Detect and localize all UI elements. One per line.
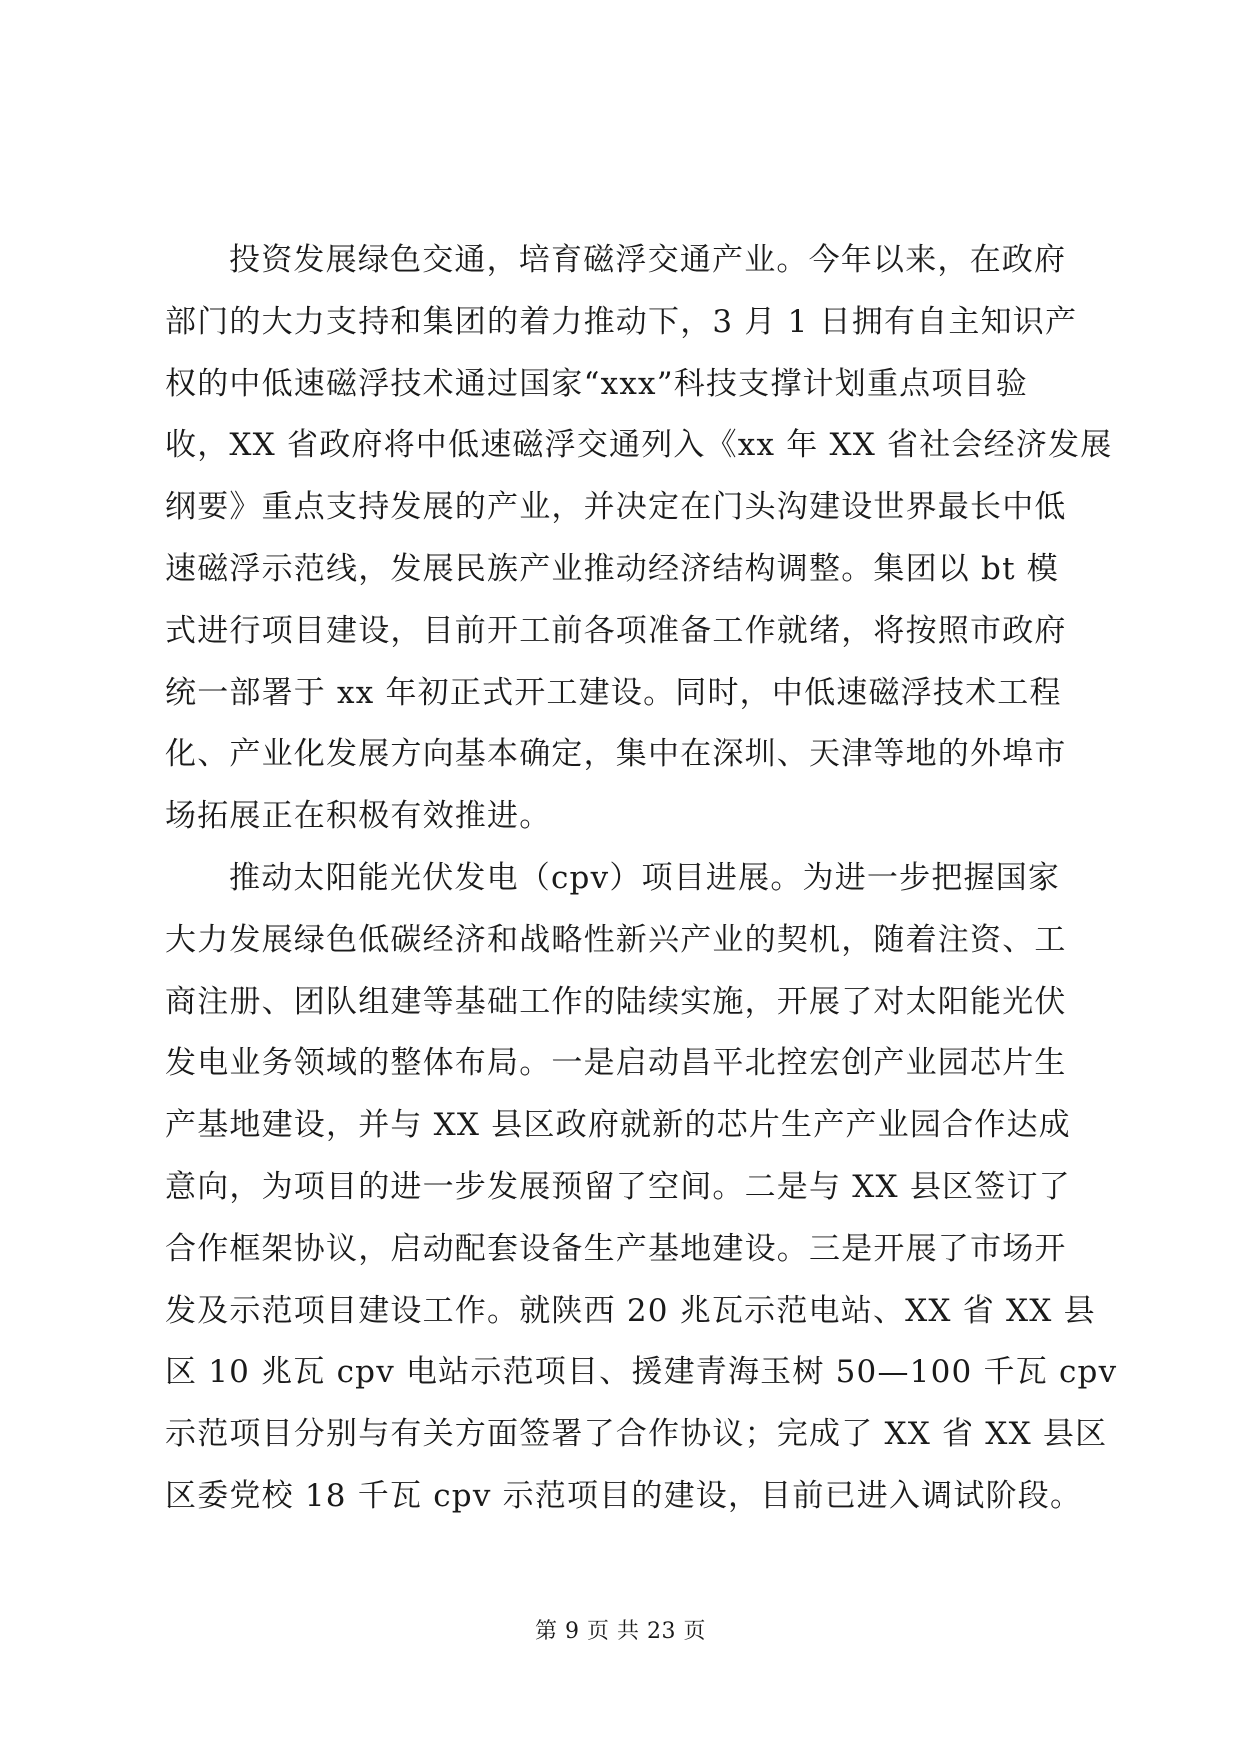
paragraph-2-line-11: 区委党校 18 千瓦 cpv 示范项目的建设，目前已进入调试阶段。 — [165, 1477, 1083, 1514]
paragraph-1-line-1: 投资发展绿色交通，培育磁浮交通产业。今年以来，在政府 — [229, 242, 1067, 278]
paragraph-2-line-10: 示范项目分别与有关方面签署了合作协议；完成了 XX 省 XX 县区 — [165, 1416, 1108, 1453]
paragraph-1-line-10: 场拓展正在积极有效推进。 — [165, 798, 552, 835]
paragraph-2-line-1: 推动太阳能光伏发电（cpv）项目进展。为进一步把握国家 — [229, 859, 1061, 896]
paragraph-1-line-8: 统一部署于 xx 年初正式开工建设。同时，中低速磁浮技术工程 — [165, 674, 1062, 711]
paragraph-2-line-8: 发及示范项目建设工作。就陕西 20 兆瓦示范电站、XX 省 XX 县 — [165, 1292, 1096, 1329]
paragraph-2-line-5: 产基地建设，并与 XX 县区政府就新的芯片生产产业园合作达成 — [165, 1107, 1071, 1144]
paragraph-1-line-5: 纲要》重点支持发展的产业，并决定在门头沟建设世界最长中低 — [165, 489, 1067, 526]
paragraph-1-line-6: 速磁浮示范线，发展民族产业推动经济结构调整。集团以 bt 模 — [165, 550, 1060, 587]
paragraph-2-line-4: 发电业务领域的整体布局。一是启动昌平北控宏创产业园芯片生 — [165, 1045, 1067, 1082]
paragraph-1-line-9: 化、产业化发展方向基本确定，集中在深圳、天津等地的外埠市 — [165, 736, 1067, 773]
paragraph-2-line-6: 意向，为项目的进一步发展预留了空间。二是与 XX 县区签订了 — [165, 1168, 1071, 1205]
paragraph-2-line-3: 商注册、团队组建等基础工作的陆续实施，开展了对太阳能光伏 — [165, 983, 1067, 1020]
paragraph-2-line-7: 合作框架协议，启动配套设备生产基地建设。三是开展了市场开 — [165, 1230, 1067, 1267]
paragraph-2-line-9: 区 10 兆瓦 cpv 电站示范项目、援建青海玉树 50—100 千瓦 cpv — [165, 1354, 1118, 1391]
paragraph-1-line-3: 权的中低速磁浮技术通过国家“xxx”科技支撑计划重点项目验 — [165, 365, 1028, 402]
paragraph-1-line-2: 部门的大力支持和集团的着力推动下，3 月 1 日拥有自主知识产 — [165, 303, 1078, 340]
page-number-footer: 第 9 页 共 23 页 — [535, 1619, 706, 1644]
paragraph-2-line-2: 大力发展绿色低碳经济和战略性新兴产业的契机，随着注资、工 — [165, 921, 1067, 958]
paragraph-1-line-7: 式进行项目建设，目前开工前各项准备工作就绪，将按照市政府 — [165, 612, 1067, 649]
paragraph-1-line-4: 收，XX 省政府将中低速磁浮交通列入《xx 年 XX 省社会经济发展 — [165, 427, 1113, 464]
body-text — [165, 230, 1118, 1528]
